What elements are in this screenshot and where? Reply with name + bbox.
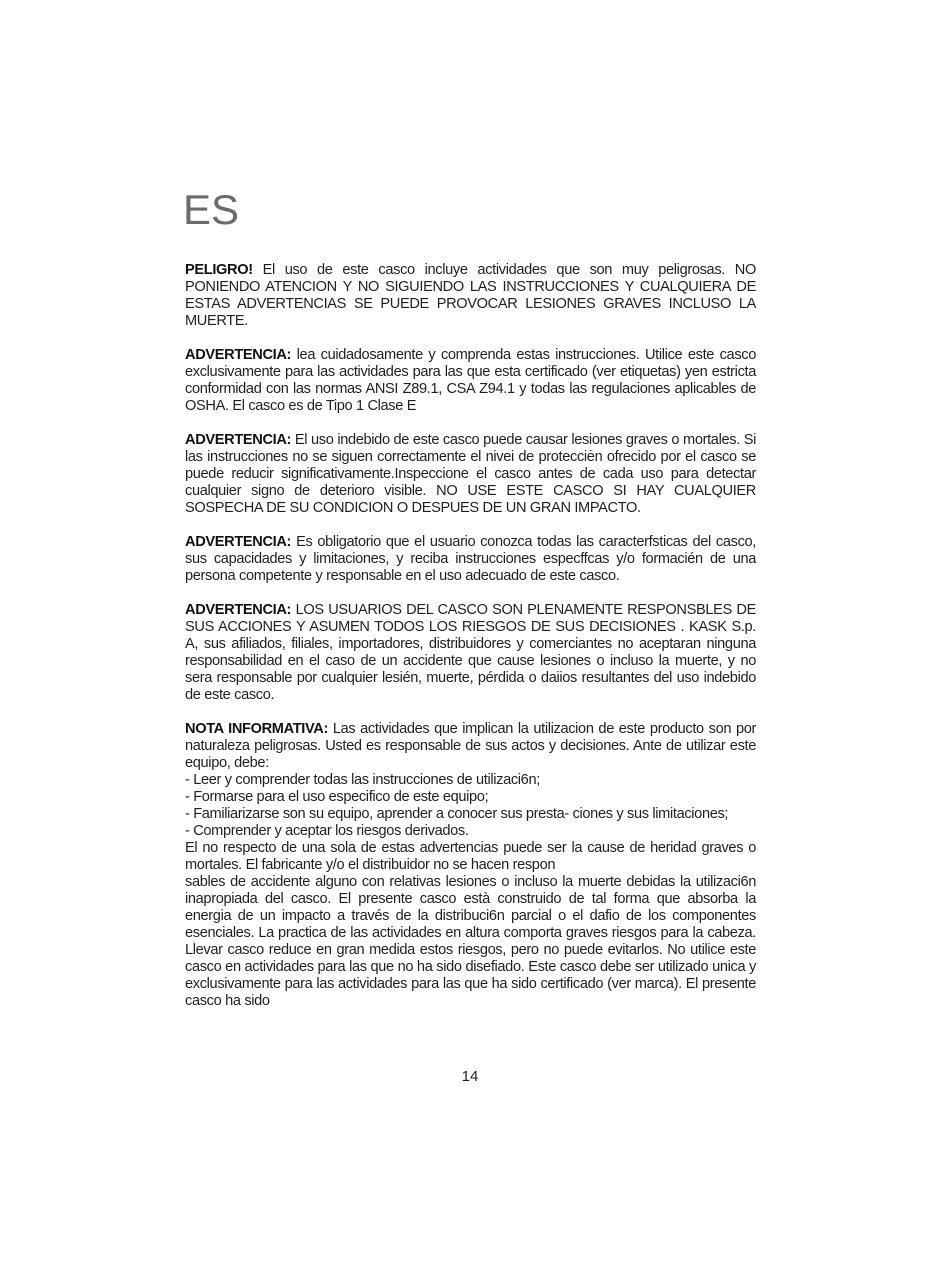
paragraph-lead: ADVERTENCIA:: [185, 347, 292, 363]
paragraph-text: lea cuidadosamente y comprenda estas instrucciones. Utilice este casco exclusivamente para las actividades para las que esta certificado (ver etiquetas) yen estricta conformidad con las normas ANSI Z89.1, CSA Z94.1 y todas las regulaciones aplicables de OSHA. El casco es de Tipo 1 Clase E: [185, 347, 756, 414]
paragraph-lead: ADVERTENCIA:: [185, 432, 292, 448]
warning-paragraph: [185, 602, 756, 704]
note-list-item: - Formarse para el uso especifico de este equipo;: [185, 789, 489, 805]
note-body-text: El no respecto de una sola de estas advertencias puede ser la cause de heridad graves o mortales. El fabricante y/o el distribuidor no se hacen respon: [185, 840, 756, 873]
informative-note: [185, 721, 756, 1010]
danger-paragraph: [185, 262, 756, 330]
note-lead: NOTA INFORMATIVA:: [185, 721, 328, 737]
note-list-item: - Comprender y aceptar los riesgos derivados.: [185, 823, 469, 839]
paragraph-text: El uso indebido de este casco puede causar lesiones graves o mortales. Si las instrucciones no se siguen correctamente el nivei de protecciėn ofrecido por el casco se puede reducir significativamente.Inspeccione el casco antes de cada uso para detectar cualquier signo de deterioro visible. NO USE ESTE CASCO SI HAY CUALQUIER SOSPECHA DE SU CONDICION O DESPUES DE UN GRAN IMPACTO.: [185, 432, 756, 516]
paragraph-text: El uso de este casco incluye actividades que son muy peligrosas. NO PONIENDO ATENCION Y NO SIGUIENDO LAS INSTRUCCIONES Y CUALQUIERA DE ESTAS ADVERTENCIAS SE PUEDE PROVOCAR LESIONES GRAVES INCLUSO LA MUERTE.: [185, 262, 756, 329]
warning-paragraph: [185, 347, 756, 415]
note-intro: [185, 721, 756, 772]
warning-paragraph: [185, 432, 756, 517]
language-heading: ES: [183, 186, 240, 233]
note-list-item: - Familiarizarse son su equipo, aprender a conocer sus presta- ciones y sus limitaciones;: [185, 806, 729, 822]
paragraph-lead: ADVERTENCIA:: [185, 534, 292, 550]
document-body: [185, 262, 756, 1010]
paragraph-text: LOS USUARIOS DEL CASCO SON PLENAMENTE RESPONSBLES DE SUS ACCIONES Y ASUMEN TODOS LOS RIESGOS DE SUS DECISIONES . KASK S.p. A, sus afiliados, filiales, importadores, distribuidores y comerciantes no aceptaran ninguna responsabilidad en el caso de un accidente que cause lesiones o incluso la muerte, y no sera responsable por cualquier lesién, muerte, pérdida o daiios resultantes del uso indebido de este casco.: [185, 602, 756, 703]
note-intro-text: Las actividades que implican la utilizacion de este producto son por naturaleza peligrosas. Usted es responsable de sus actos y decisiones. Ante de utilizar este equipo, debe:: [185, 721, 757, 771]
paragraph-lead: PELIGRO!: [185, 262, 253, 278]
note-body-text: sables de accidente alguno con relativas lesiones o incluso la muerte debidas la utilizaci6n inapropiada del casco. El presente casco està construido de tal forma que absorba la energia de un impacto a través de la distribuci6n parcial o el dafio de los componentes esenciales. La practica de las actividades en altura comporta graves riesgos para la cabeza. Llevar casco reduce en gran medida estos riesgos, pero no puede evitarlos. No utilice este casco en actividades para las que no ha sido disefiado. Este casco debe ser utilizado unica y exclusivamente para las actividades para las que ha sido certificado (ver marca). El presente casco ha sido: [185, 874, 756, 1009]
note-list-item: - Leer y comprender todas las instrucciones de utilizaci6n;: [185, 772, 540, 788]
paragraph-lead: ADVERTENCIA:: [185, 602, 292, 618]
page-number: 14: [461, 1068, 479, 1085]
warning-paragraph: [185, 534, 756, 585]
paragraph-text: Es obligatorio que el usuario conozca todas las caracterfsticas del casco, sus capacidades y limitaciones, y reciba instrucciones especffcas y/o formacién de una persona competente y responsable en el uso adecuado de este casco.: [185, 534, 756, 584]
